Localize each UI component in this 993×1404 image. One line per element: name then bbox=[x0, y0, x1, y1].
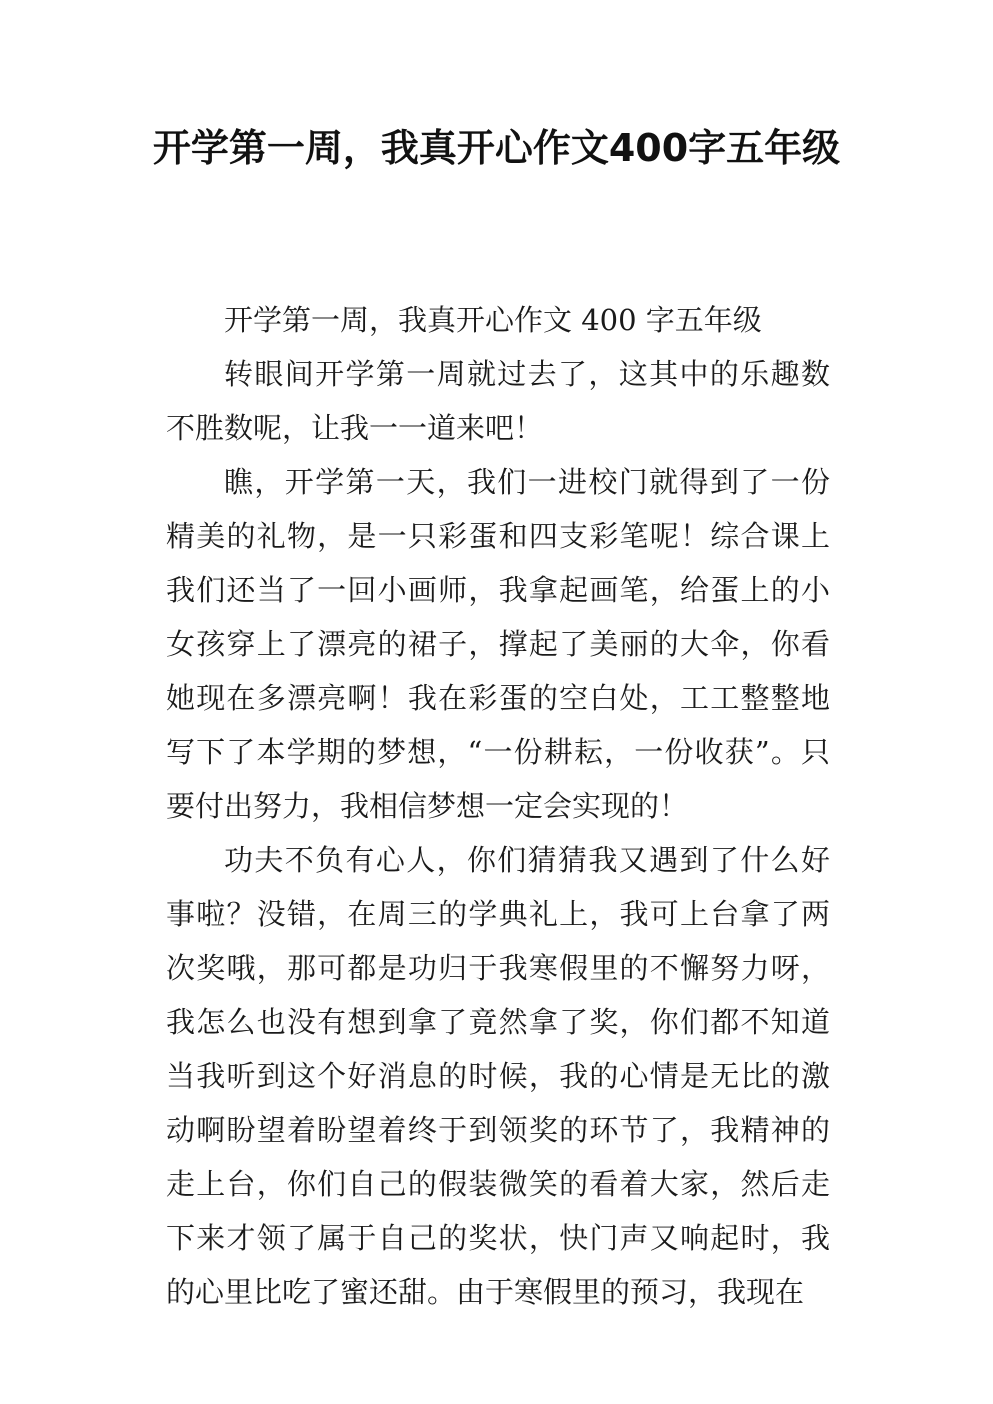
paragraph-first-day: 瞧，开学第一天，我们一进校门就得到了一份精美的礼物，是一只彩蛋和四支彩笔呢！综合课上我们还当了一回小画师，我拿起画笔，给蛋上的小女孩穿上了漂亮的裙子，撑起了美丽的大伞，你看她现在多漂亮啊！我在彩蛋的空白处，工工整整地写下了本学期的梦想，“一份耕耘，一份收获”。只要付出努力，我相信梦想一定会实现的！ bbox=[166, 465, 830, 823]
paragraph-subtitle: 开学第一周，我真开心作文 400 字五年级 bbox=[224, 303, 762, 337]
paragraph-award: 功夫不负有心人，你们猜猜我又遇到了什么好事啦？没错，在周三的学典礼上，我可上台拿了两次奖哦，那可都是功归于我寒假里的不懈努力呀，我怎么也没有想到拿了竟然拿了奖，你们都不知道当我听到这个好消息的时候，我的心情是无比的激动啊盼望着盼望着终于到领奖的环节了，我精神的走上台，你们自己的假装微笑的看着大家，然后走下来才领了属于自己的奖状，快门声又响起时，我的心里比吃了蜜还甜。由于寒假里的预习，我现在 bbox=[166, 843, 830, 1309]
document-title: 开学第一周，我真开心作文400字五年级 bbox=[152, 126, 841, 170]
paragraph-intro: 转眼间开学第一周就过去了，这其中的乐趣数不胜数呢，让我一一道来吧！ bbox=[166, 357, 830, 445]
document-body bbox=[166, 293, 830, 1319]
